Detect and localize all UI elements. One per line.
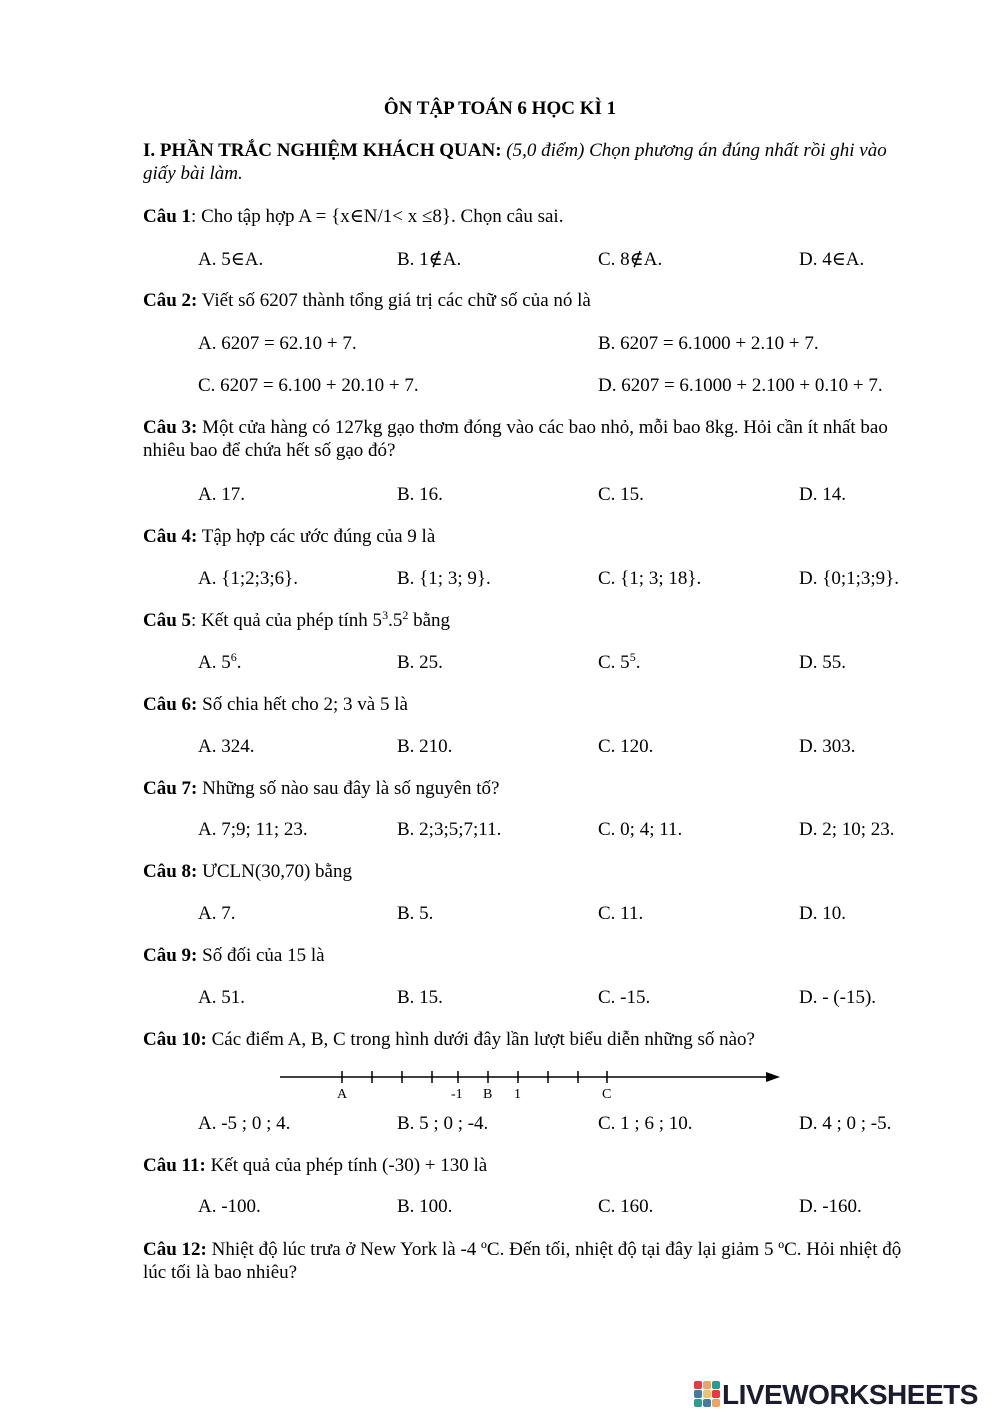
page-title: ÔN TẬP TOÁN 6 HỌC KÌ 1 (383, 98, 617, 119)
option-b: B. 100. (397, 1196, 453, 1217)
option-b: B. 1∉A. (397, 249, 462, 270)
logo-text: LIVEWORKSHEETS (722, 1378, 978, 1410)
option-d: D. 10. (799, 903, 846, 924)
question-text: Viết số 6207 thành tổng giá trị các chữ số của nó là (197, 290, 591, 311)
point-label-c: C (602, 1087, 612, 1102)
option-d: D. - (-15). (799, 987, 877, 1008)
option-c: C. 160. (598, 1196, 654, 1217)
question-number: Câu 11: (143, 1155, 206, 1176)
tick-label-1: 1 (514, 1087, 521, 1102)
point-label-a: A (337, 1087, 348, 1102)
option-c: C. {1; 3; 18}. (598, 568, 702, 589)
question-text: Tập hợp các ước đúng của 9 là (197, 526, 436, 547)
option-b: B. 2;3;5;7;11. (397, 819, 502, 840)
option-c: C. 1 ; 6 ; 10. (598, 1113, 693, 1134)
liveworksheets-logo[interactable] (694, 1378, 978, 1410)
question-number: Câu 4: (143, 526, 198, 547)
option-a: A. 51. (198, 987, 245, 1008)
question-text: Một cửa hàng có 127kg gạo thơm đóng vào các bao nhỏ, mỗi bao 8kg. Hỏi cần ít nhất bao nhiêu bao để chứa hết số gạo đó? (143, 417, 888, 461)
arrow-head-icon (766, 1072, 780, 1082)
question-text: Số chia hết cho 2; 3 và 5 là (197, 694, 408, 715)
option-c: C. 0; 4; 11. (598, 819, 683, 840)
option-b: B. {1; 3; 9}. (397, 568, 491, 589)
question-text: Những số nào sau đây là số nguyên tố? (197, 778, 500, 799)
question-number: Câu 5 (143, 610, 192, 631)
question-text: Kết quả của phép tính 5 (196, 610, 383, 631)
option-a: A. {1;2;3;6}. (198, 568, 299, 589)
question-number: Câu 7: (143, 778, 198, 799)
option-d: D. {0;1;3;9}. (799, 568, 900, 589)
question-text: ƯCLN(30,70) bằng (197, 861, 352, 882)
question-number: Câu 12: (143, 1239, 207, 1260)
option-b: B. 5 ; 0 ; -4. (397, 1113, 489, 1134)
question-6 (143, 693, 923, 716)
question-11 (143, 1154, 923, 1177)
option-c: C. 8∉A. (598, 249, 663, 270)
question-10 (143, 1028, 923, 1051)
section-label: I. PHẦN TRẮC NGHIỆM KHÁCH QUAN: (143, 140, 502, 161)
question-number: Câu 3: (143, 417, 198, 438)
question-number: Câu 6: (143, 694, 198, 715)
question-number: Câu 8: (143, 861, 198, 882)
option-c: C. 6207 = 6.100 + 20.10 + 7. (198, 375, 419, 396)
question-2 (143, 289, 923, 312)
option-b: B. 16. (397, 484, 443, 505)
option-a: A. $5^6$. (198, 650, 242, 673)
question-number: Câu 10: (143, 1029, 207, 1050)
option-d: D. -160. (799, 1196, 862, 1217)
question-12 (143, 1238, 923, 1284)
question-text: Các điểm A, B, C trong hình dưới đây lần lượt biểu diễn những số nào? (206, 1029, 755, 1050)
option-c: C. -15. (598, 987, 651, 1008)
question-number: Câu 1 (143, 206, 192, 227)
question-text: Nhiệt độ lúc trưa ở New York là -4 ºC. Đến tối, nhiệt độ tại đây lại giảm 5 ºC. Hỏi nhiệt độ lúc tối là bao nhiêu? (143, 1239, 902, 1283)
question-text: Số đối của 15 là (197, 945, 325, 966)
question-1: Câu 1: Cho tập hợp A = {x∈N/1< x ≤8}. Chọn câu sai. (143, 206, 564, 227)
option-d: D. 303. (799, 736, 856, 757)
option-b: B. 6207 = 6.1000 + 2.10 + 7. (598, 333, 819, 354)
question-text: Cho tập hợp A = {x∈N/1< x ≤8}. Chọn câu sai. (196, 206, 564, 227)
option-a: A. 5∈A. (198, 249, 264, 270)
option-a: A. 17. (198, 484, 245, 505)
question-number: Câu 9: (143, 945, 198, 966)
option-c: C. $5^5$. (598, 650, 641, 673)
tick-label-neg1: -1 (451, 1087, 463, 1102)
option-c: C. 120. (598, 736, 654, 757)
question-4 (143, 525, 923, 548)
option-c: C. 11. (598, 903, 644, 924)
option-a: A. 7. (198, 903, 236, 924)
option-b: B. 210. (397, 736, 453, 757)
option-b: B. 15. (397, 987, 443, 1008)
question-number: Câu 2: (143, 290, 198, 311)
option-a: A. -100. (198, 1196, 261, 1217)
option-d: D. 2; 10; 23. (799, 819, 895, 840)
question-8 (143, 860, 923, 883)
option-d: D. 4 ; 0 ; -5. (799, 1113, 892, 1134)
option-a: A. 6207 = 62.10 + 7. (198, 333, 357, 354)
option-a: A. -5 ; 0 ; 4. (198, 1113, 291, 1134)
option-d: D. 55. (799, 652, 846, 673)
option-a: A. 324. (198, 736, 255, 757)
option-a: A. 7;9; 11; 23. (198, 819, 308, 840)
point-label-b: B (483, 1087, 493, 1102)
option-c: C. 15. (598, 484, 644, 505)
question-9 (143, 944, 923, 967)
question-7 (143, 777, 923, 800)
option-b: B. 5. (397, 903, 434, 924)
logo-grid-icon (694, 1381, 720, 1407)
option-d: D. 4∈A. (799, 249, 865, 270)
number-line-figure (276, 1064, 786, 1104)
option-b: B. 25. (397, 652, 443, 673)
question-5: Câu 5: Kết quả của phép tính $5^3.5^2$ bằng (143, 608, 450, 631)
question-3 (143, 416, 923, 462)
option-d: D. 6207 = 6.1000 + 2.100 + 0.10 + 7. (598, 375, 883, 396)
section-header (143, 139, 923, 185)
section-instruction: (5,0 điểm) Chọn phương án đúng nhất rồi ghi vào giấy bài làm. (143, 140, 887, 184)
question-text: Kết quả của phép tính (-30) + 130 là (205, 1155, 488, 1176)
option-d: D. 14. (799, 484, 846, 505)
